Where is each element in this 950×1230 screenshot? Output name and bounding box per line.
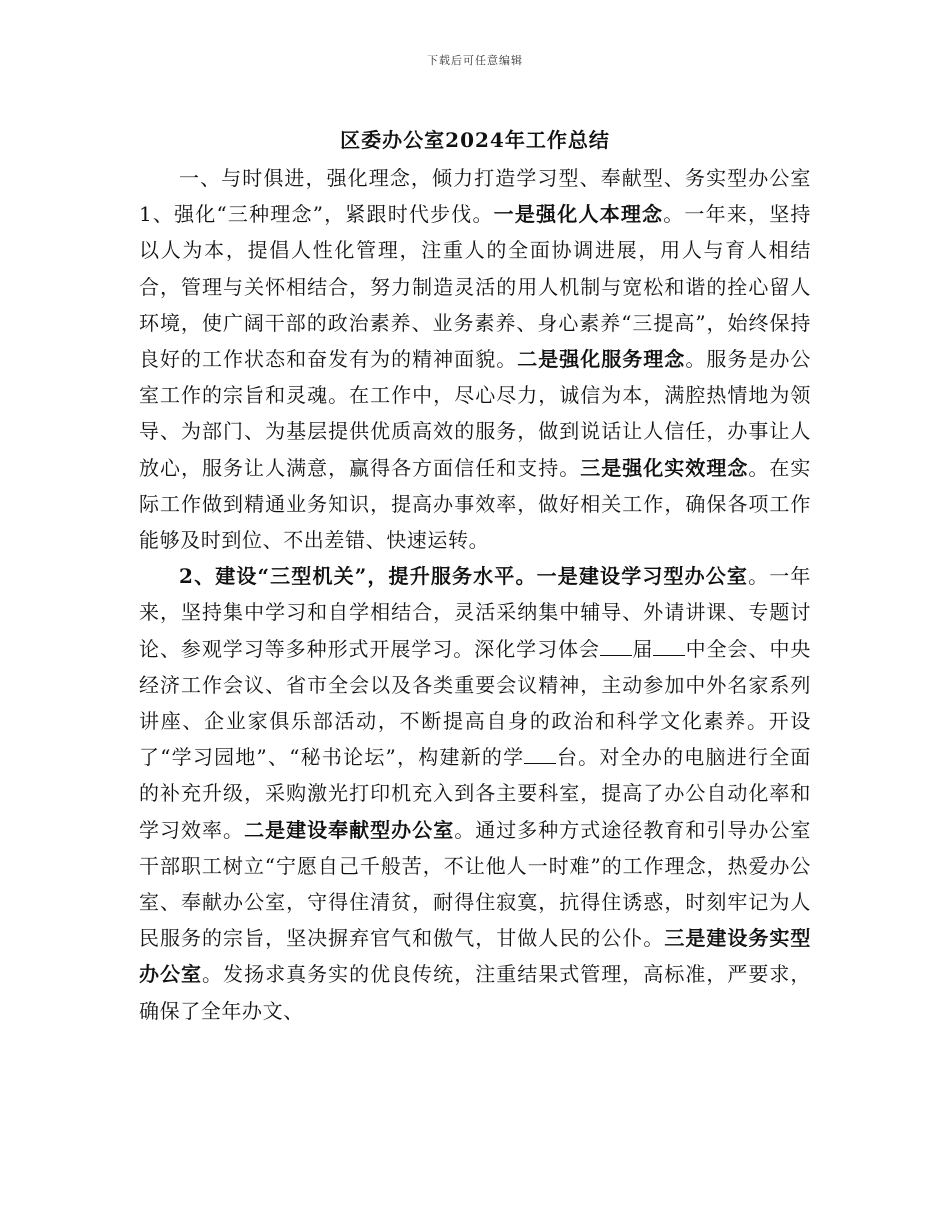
p1-text-3: 。服务是办公室工作的宗旨和灵魂。在工作中，尽心尽力，诚信为本，满腔热情地为领导、为部门、为基层提供优质高效的服务，做到说话让人信任，办事让人放心，服务让人满意，赢得各方面信任和支持。 bbox=[139, 347, 811, 480]
p1-text-4: 。在实际工作做到精通业务知识，提高办事效率，做好相关工作，确保各项工作能够及时到位、不出差错、快速运转。 bbox=[139, 455, 811, 553]
p2-text-6: 。发扬求真务实的优良传统，注重结果式管理，高标准，严要求，确保了全年办文、 bbox=[139, 962, 811, 1023]
fill-blank bbox=[653, 637, 685, 656]
fill-blank bbox=[524, 745, 556, 764]
p2-text-3: 中全会、中央经济工作会议、省市全会以及各类重要会议精神，主动参加中外名家系列讲座、企业家俱乐部活动，不断提高自身的政治和科学文化素养。开设了“学习园地”、“秘书论坛”，构建新的学 bbox=[139, 636, 811, 770]
document-title: 区委办公室2024年工作总结 bbox=[340, 128, 610, 152]
document-body bbox=[139, 160, 811, 1029]
p1-text-1: 一、与时俱进，强化理念，倾力打造学习型、奉献型、务实型办公室1、强化“三种理念”，紧跟时代步伐。 bbox=[139, 166, 811, 227]
p1-bold-3: 三是强化实效理念 bbox=[580, 455, 749, 480]
p1-bold-2: 二是强化服务理念 bbox=[517, 347, 686, 372]
p1-text-2: 。一年来，坚持以人为本，提倡人性化管理，注重人的全面协调进展，用人与育人相结合，管理与关怀相结合，努力制造灵活的用人机制与宽松和谐的拴心留人环境，使广阔干部的政治素养、业务素养、身心素养“三提高”，始终保持良好的工作状态和奋发有为的精神面貌。 bbox=[139, 202, 811, 372]
p2-text-2: 届 bbox=[631, 636, 654, 661]
p1-bold-1: 一是强化人本理念 bbox=[493, 202, 664, 227]
p2-text-1: 。一年来，坚持集中学习和自学相结合，灵活采纳集中辅导、外请讲课、专题讨论、参观学习等多种形式开展学习。深化学习体会 bbox=[139, 564, 811, 661]
p2-bold-1: 2、建设“三型机关”，提升服务水平。一是建设学习型办公室 bbox=[179, 564, 749, 589]
page-header-note: 下载后可任意编辑 bbox=[427, 54, 523, 67]
p2-text-4: 台。对全办的电脑进行全面的补充升级，采购激光打印机充入到各主要科室，提高了办公自动化率和学习效率。 bbox=[139, 745, 812, 842]
p2-bold-2: 二是建设奉献型办公室 bbox=[244, 817, 455, 842]
paragraph-2 bbox=[139, 558, 811, 1029]
p2-text-5: 。通过多种方式途径教育和引导办公室干部职工树立“宁愿自己千般苦，不让他人一时难”的工作理念，热爱办公室、奉献办公室，守得住清贫，耐得住寂寞，抗得住诱惑，时刻牢记为人民服务的宗旨，坚决摒弃官气和傲气，甘做人民的公仆。 bbox=[139, 817, 812, 951]
paragraph-1 bbox=[139, 160, 811, 558]
p2-bold-3: 三是建设务实型办公室 bbox=[139, 926, 812, 987]
fill-blank bbox=[600, 637, 632, 656]
